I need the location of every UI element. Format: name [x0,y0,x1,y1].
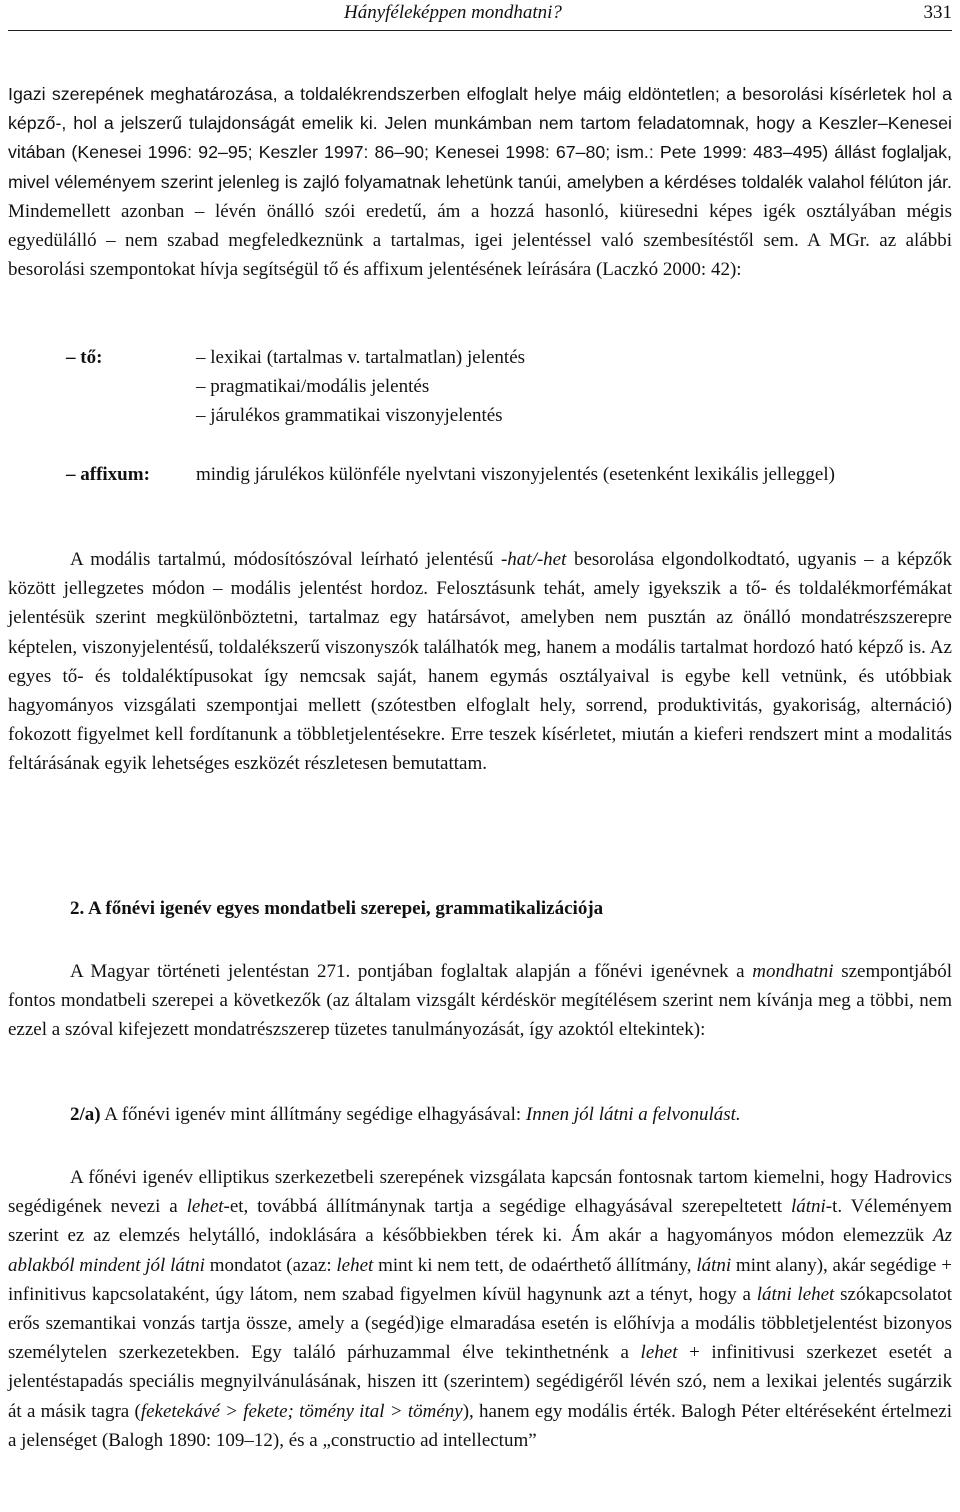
scheme-affixum-label: – affixum: [66,464,150,485]
text-run: A főnévi igenév elliptikus szerkezetbeli szerepének vizsgálata kapcsán fontosnak tartom kiemelni, hogy Hadrovics segédigének nevezi a [8,1167,952,1218]
example-italic: Innen jól látni a felvonulást. [525,1104,741,1125]
italic-run: lehet [336,1254,374,1276]
paragraph-1-sans-part: Igazi szerepének meghatározása, a toldalékrendszerben elfoglalt helye máig eldöntetlen; a besorolási kísérletek hol a képző-, hol a jelszerű tulajdonságát emelik ki. Jelen munkámban nem tartom feladatomnak, hogy a Keszler–Kenesei vitában (Kenesei 1996: 92–95; Keszler 1997: 86–90; Kenesei 1998: 67–80; ism.: Pete 1999: 483–495) állást foglaljak, mivel véleményem szerint jelenleg is zajló folyamatnak lehetünk tanúi, amelyben a kérdéses toldalék valahol félúton jár. [8,84,952,192]
text-run: + infinitivusi szerkezet esetét a jelentéstapadás speciális megnyilvánulásának, hiszen itt (szerintem) segédigéről lévén szó, nem a lexikai jelentés sugárzik át a másik tagra ( [8,1342,952,1422]
running-title: Hányféleképpen mondhatni? [344,2,562,23]
italic-run: Az ablakból mindent jól látni [8,1225,952,1276]
text-run: mint alany), akár segédige + infinitivus kapcsolataként, úgy látom, nem szabad figyelmen kívül hagynunk azt a tényt, hogy a [8,1254,952,1305]
text-run: A Magyar történeti jelentéstan 271. pontjában foglaltak alapján a főnévi igenévnek a [70,961,753,982]
text-run: ), hanem egy modális érték. Balogh Péter eltéréseként értelmezi a jelenséget (Balogh 1890: 109–12), és a „constructio ad intellectum” [8,1400,952,1451]
italic-run: lehet [186,1196,224,1218]
scheme-to-label: – tő: [66,347,103,368]
italic-run: látni [790,1196,826,1218]
text-run: szókapcsolatot erős szemantikai vonzás tartja össze, amely a (segéd)ige elmaradása esetén is előhívja a modális többletjelentést bizonyos személytelen szerkezetekben. Egy találó párhuzammal élve tekinthetnénk a [8,1283,953,1364]
text-run: A modális tartalmú, módosítószóval leírható jelentésű [70,549,501,570]
text-run: -et, továbbá állítmánynak tartja a segédige elhagyásával szerepeltetett [223,1196,791,1218]
text-run: mondatot (azaz: [204,1254,337,1276]
text-run: besorolása elgondolkodtató, ugyanis – a képzők között jellegzetes módon – modális jelentést hordoz. Felosztásunk tehát, amely igyekszik a tő- és toldalékmorfémákat jelentésük szerint megkülönböztetni, tartalmaz egy határsávot, amelyben nem pusztán az önálló mondatrészszerepre képtelen, viszonyjelentésű, toldalékszerű viszonyszók találhatók meg, hanem a modális tartalmat hordozó ható képző is. Az egyes tő- és toldaléktípusokat így nemcsak saját, hanem egymás osztályaival is egybe kell vetnünk, és utóbbiak hagyományos vizsgálati szempontjai mellett (szótestben elfoglalt hely, sorrend, produktivitás, gyakoriság, alternáció) fokozott figyelmet kell fordítanunk a többletjelentésekre. Erre teszek kísérletet, miután a kieferi rendszert mint a modalitás feltárásának egyik lehetséges eszközét részletesen bemutattam. [8,549,952,775]
text-run: -t. Véleményem szerint ez az elemzés helytálló, indoklására a későbbiekben térek ki. Ám akár a hagyományos módon elemezzük [8,1196,952,1247]
example-2a [70,1104,741,1126]
scheme-to-items [196,343,952,431]
paragraph-2 [8,545,952,779]
paragraph-4 [8,1163,952,1455]
text-run: szempontjából fontos mondatbeli szerepei a következők (az általam vizsgált kérdéskör megítélésem szerint nem kívánja meg a többi, nem ezzel a szóval kifejezett mondatrészszerep tüzetes tanulmányozását, így azoktól eltekintek): [8,961,952,1041]
paragraph-1-serif-part: Mindemellett azonban – lévén önálló szói eredetű, ám a hozzá hasonló, kiüresedni képes igék osztályában mégis egyedülálló – nem szabad megfeledkeznünk a tartalmas, igei jelentéssel való szembesítéstől sem. A MGr. az alábbi besorolási szempontokat hívja segítségül tő és affixum jelentésének leírására (Laczkó 2000: 42): [8,200,952,281]
scheme-to-item: – pragmatikai/modális jelentés [196,376,430,398]
italic-run: mondhatni [752,961,834,982]
italic-run: feketekávé > fekete; tömény ital > tömény [140,1400,463,1422]
running-header [8,0,952,31]
example-text: A főnévi igenév mint állítmány segédige elhagyásával: [100,1104,526,1125]
section-heading: 2. A főnévi igenév egyes mondatbeli szerepei, grammatikalizációja [70,898,604,919]
scheme-to-item: – lexikai (tartalmas v. tartalmatlan) jelentés [196,347,526,368]
italic-run: látni lehet [756,1283,835,1305]
example-label: 2/a) [70,1104,101,1125]
paragraph-1 [8,80,952,284]
scheme-affixum-items [196,460,952,489]
text-run: mint ki nem tett, de odaérthető állítmány, [373,1254,697,1276]
italic-run: -hat/-het [500,549,567,570]
italic-run: látni [696,1254,732,1276]
paragraph-3 [8,957,952,1045]
page-number: 331 [923,2,952,23]
scheme-affixum-text: mindig járulékos különféle nyelvtani viszonyjelentés (esetenként lexikális jelleggel) [196,464,835,485]
scheme-to-item: – járulékos grammatikai viszonyjelentés [196,405,503,427]
italic-run: lehet [640,1342,678,1364]
